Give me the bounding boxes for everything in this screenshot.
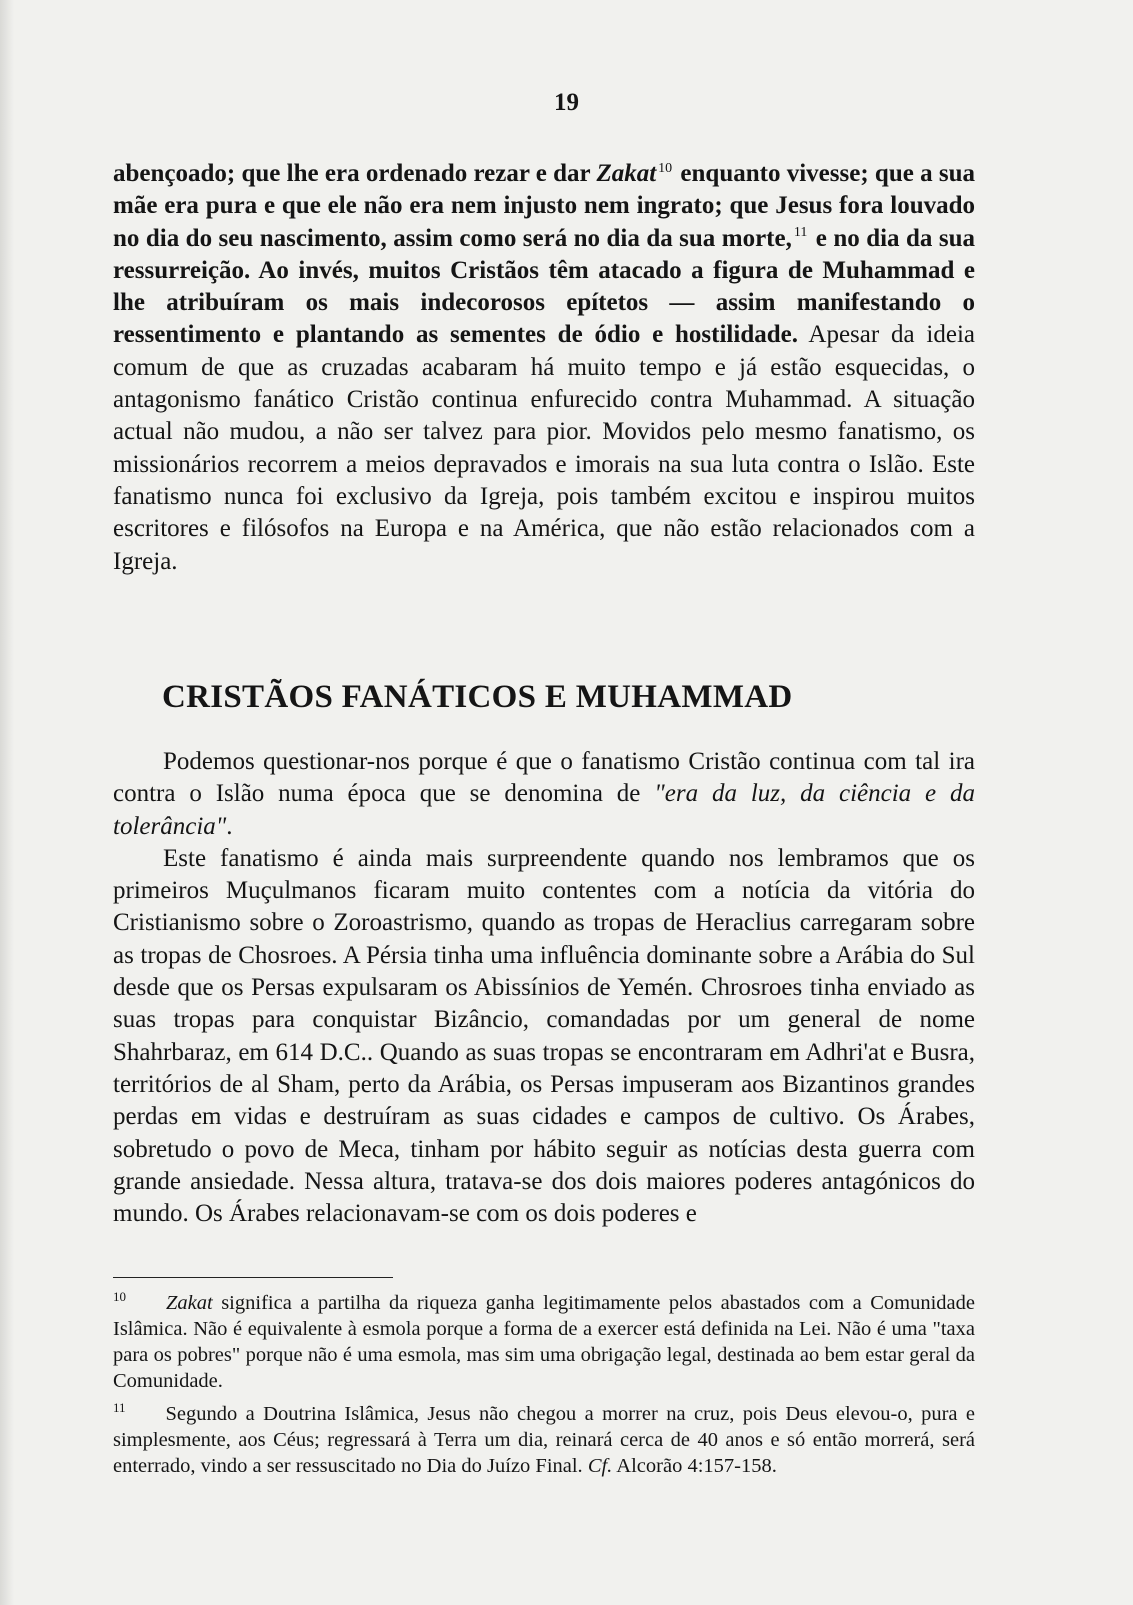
footnote-11-cf: Cf. — [587, 1455, 613, 1477]
footnote-ref-10[interactable]: 10 — [658, 160, 673, 176]
footnote-mark-11: 11 — [113, 1400, 126, 1416]
footnote-mark-10: 10 — [113, 1289, 126, 1305]
footnote-10-text: significa a partilha da riqueza ganha legitimamente pelos abastados com a Comunidade Islâmica. Não é equivalente à esmola porque a forma de a exercer está definida na Lei. Não é uma "taxa para os pobres" porque não é uma esmola, mas sim uma obrigação legal, destinada ao bem estar geral da Comunidade. — [113, 1292, 975, 1392]
bold-text-1: abençoado; que lhe era ordenado rezar e dar — [113, 160, 597, 187]
footnote-ref-11[interactable]: 11 — [793, 225, 808, 241]
regular-text: Apesar da ideia comum de que as cruzadas acabaram há muito tempo e já estão esquecidas, o antagonismo fanático Cristão continua enfurecido contra Muhammad. A situação actual não mudou, a não ser talvez para pior. Movidos pelo mesmo fanatismo, os missionários recorrem a meios depravados e imorais na sua luta contra o Islão. Este fanatismo nunca foi exclusivo da Igreja, pois também excitou e inspirou muitos escritores e filósofos na Europa e na América, que não estão relacionados com a Igreja. — [113, 321, 976, 575]
footnote-10-term: Zakat — [166, 1292, 213, 1314]
opening-paragraph — [113, 158, 975, 578]
page-edge-shadow — [0, 0, 14, 1605]
bold-text-2: enquanto vivesse; que a sua mãe era pura e que ele não era nem injusto nem ingrato; que Jesus fora louvado no dia do seu nascimento, assim como será no dia da sua morte, — [113, 160, 975, 252]
footnote-11 — [113, 1401, 975, 1479]
paragraph-1 — [113, 746, 975, 843]
section-heading: CRISTÃOS FANÁTICOS E MUHAMMAD — [162, 679, 793, 715]
footnote-11-text: Segundo a Doutrina Islâmica, Jesus não chegou a morrer na cruz, pois Deus elevou-o, pura e simplesmente, aos Céus; regressará à Terra um dia, reinará cerca de 40 anos e só então morrerá, será enterrado, vindo a ser ressuscitado no Dia do Juízo Final. — [113, 1403, 975, 1477]
footnote-10 — [113, 1290, 975, 1394]
zakat-term: Zakat — [596, 160, 657, 187]
footnote-divider — [113, 1277, 393, 1278]
page-number: 19 — [554, 89, 579, 116]
footnotes — [113, 1290, 975, 1486]
paragraph-1-end: . — [226, 812, 233, 840]
paragraph-1-text: Podemos questionar-nos porque é que o fanatismo Cristão continua com tal ira contra o Islão numa época que se denomina de — [113, 748, 975, 808]
bold-text-3: e no dia da sua ressurreição. Ao invés, muitos Cristãos têm atacado a figura de Muhammad e lhe atribuíram os mais indecorosos epítetos — assim manifestando o ressentimento e plantando as sementes de ódio e hostilidade. — [113, 224, 975, 349]
paragraph-2: Este fanatismo é ainda mais surpreendente quando nos lembramos que os primeiros Muçulmanos ficaram muito contentes com a notícia da vitória do Cristianismo sobre o Zoroastrismo, quando as tropas de Heraclius carregaram sobre as tropas de Chosroes. A Pérsia tinha uma influência dominante sobre a Arábia do Sul desde que os Persas expulsaram os Abissínios de Yemén. Chrosroes tinha enviado as suas tropas para conquistar Bizâncio, comandadas por um general de nome Shahrbaraz, em 614 D.C.. Quando as suas tropas se encontraram em Adhri'at e Busra, territórios de al Sham, perto da Arábia, os Persas impuseram aos Bizantinos grandes perdas em vidas e destruíram as suas cidades e campos de cultivo. Os Árabes, sobretudo o povo de Meca, tinham por hábito seguir as notícias desta guerra com grande ansiedade. Nessa altura, tratava-se dos dois maiores poderes antagónicos do mundo. Os Árabes relacionavam-se com os dois poderes e — [113, 844, 975, 1228]
section-body — [113, 746, 975, 1230]
paragraph-1-quote: "era da luz, da ciência e da tolerância" — [113, 780, 975, 840]
footnote-11-ref: Alcorão 4:157-158. — [612, 1455, 777, 1477]
